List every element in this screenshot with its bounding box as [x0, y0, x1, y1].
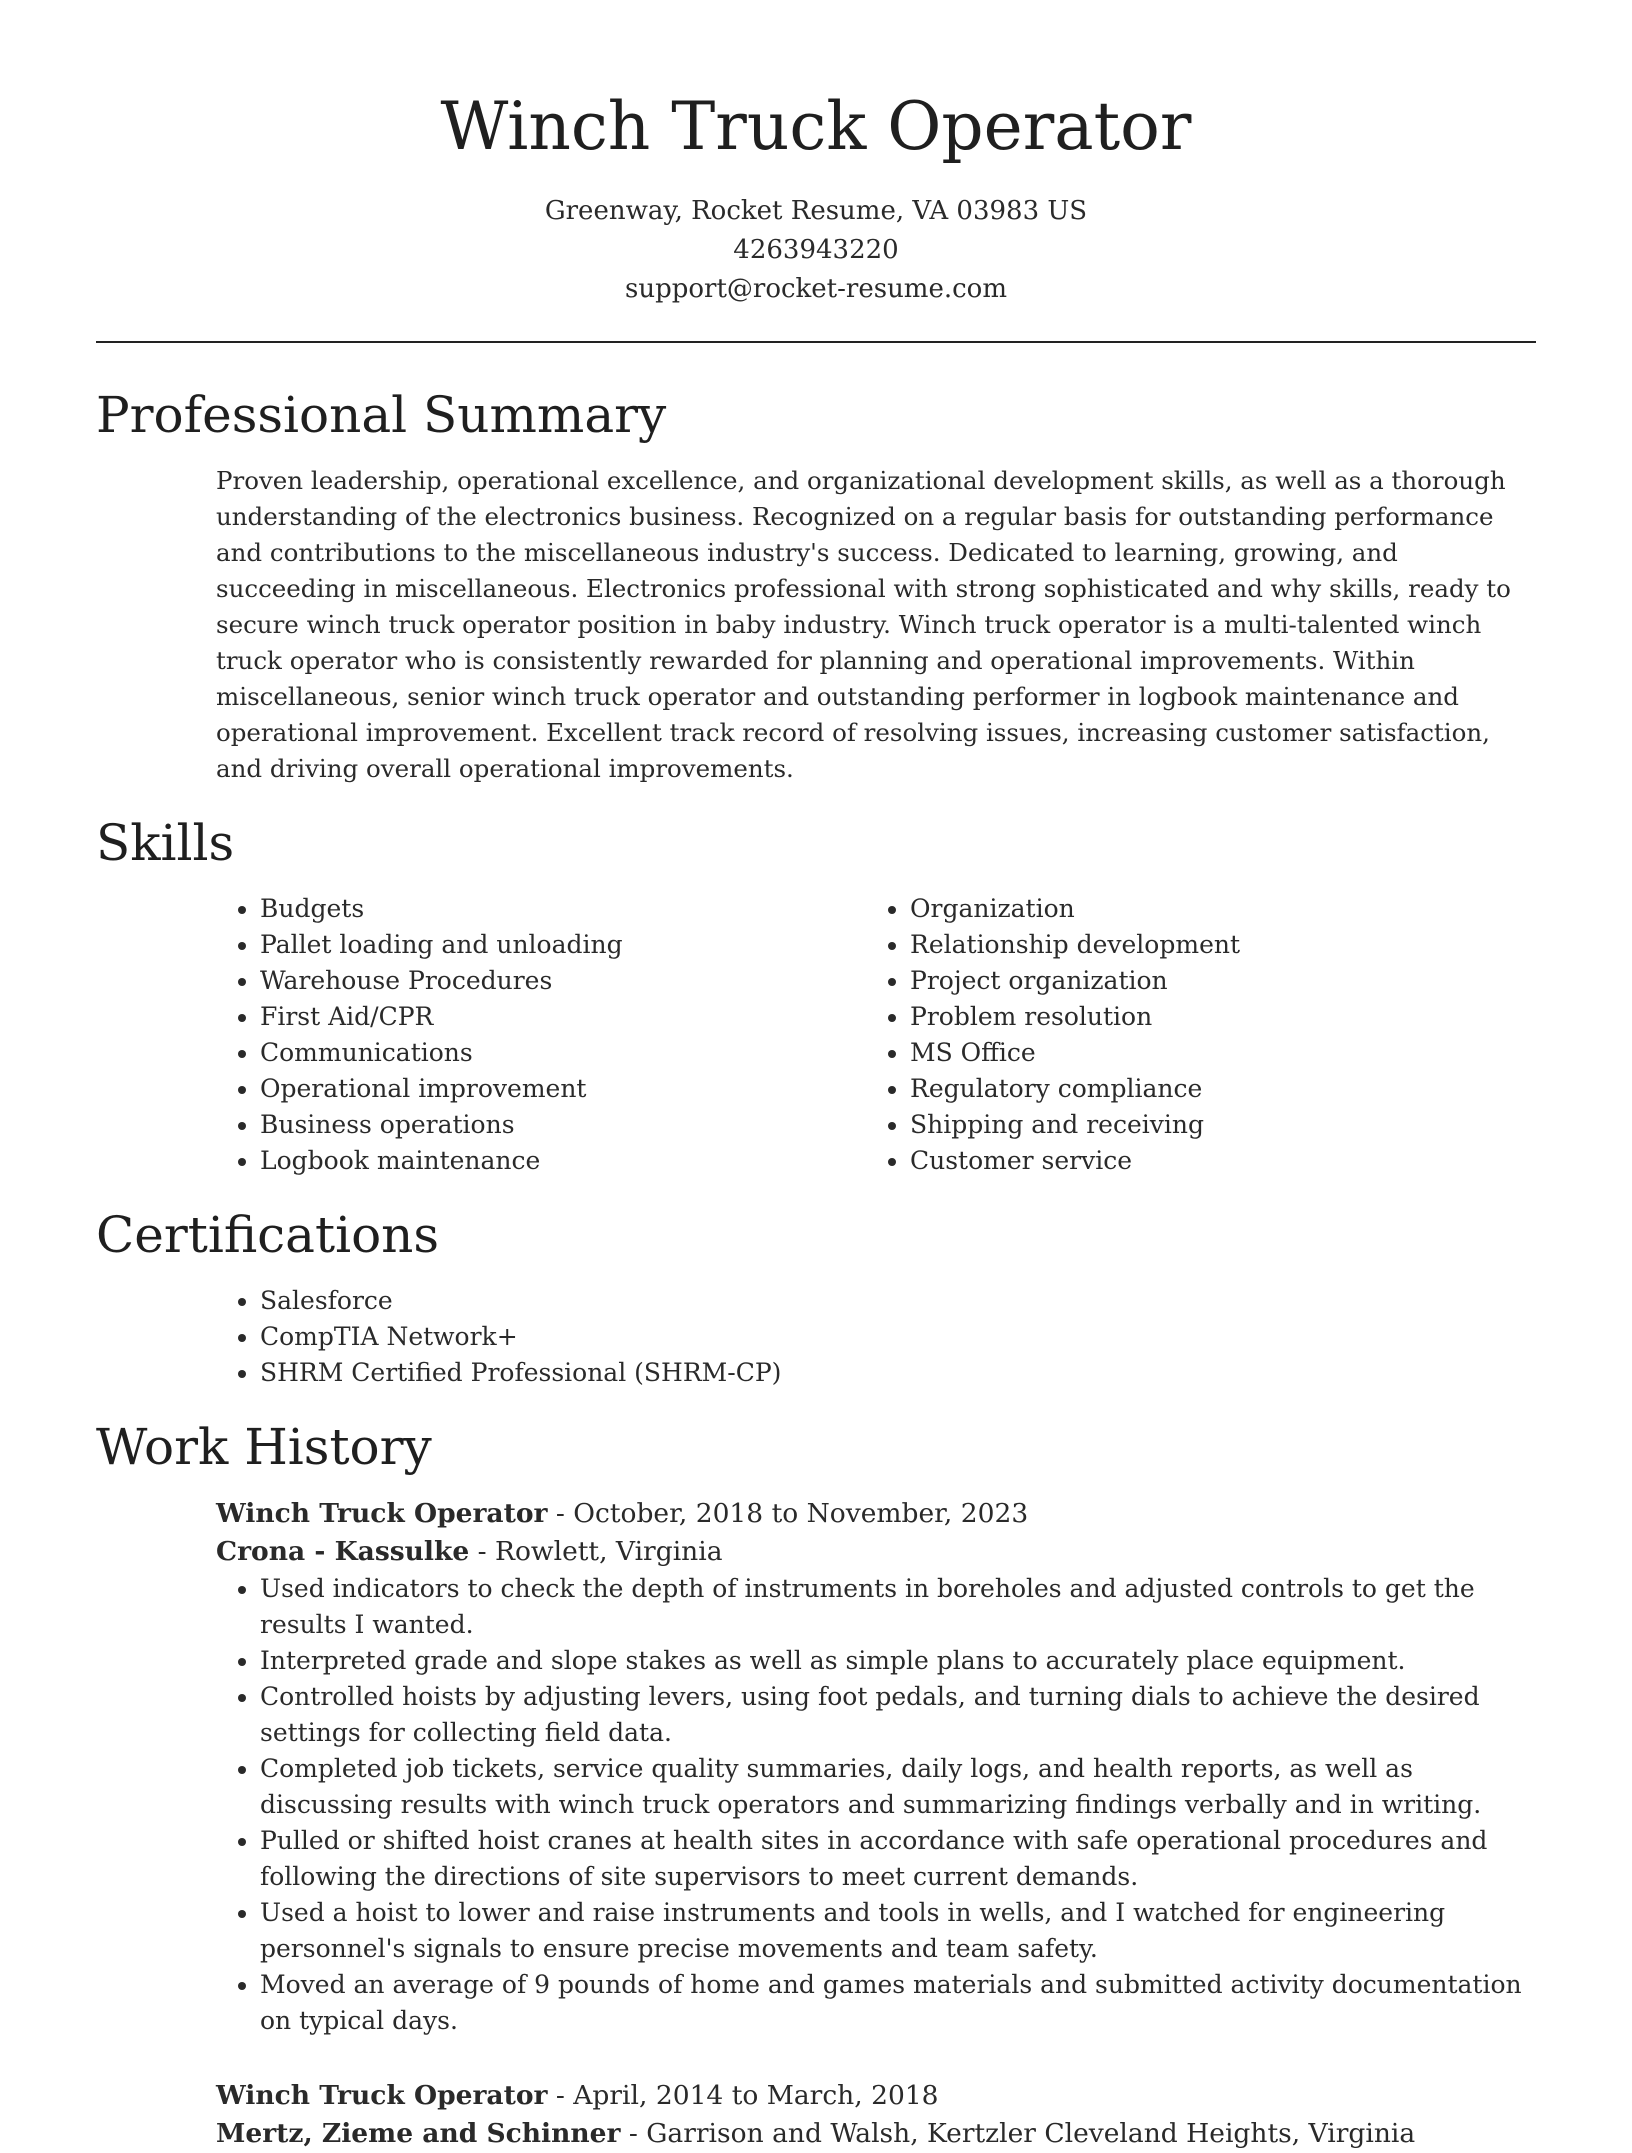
job-company: Mertz, Zieme and Schinner	[216, 2118, 621, 2149]
certifications-section	[96, 1283, 1536, 1391]
skill-item: • Business operations	[260, 1107, 866, 1143]
skill-item: • Regulatory compliance	[910, 1071, 1516, 1107]
certification-item: • SHRM Certified Professional (SHRM-CP)	[260, 1355, 1536, 1391]
job-company: Crona - Kassulke	[216, 1536, 470, 1567]
skill-item: • Problem resolution	[910, 999, 1516, 1035]
skill-item: • Customer service	[910, 1143, 1516, 1179]
job-dates: - October, 2018 to November, 2023	[547, 1498, 1029, 1529]
skill-item: • Budgets	[260, 891, 866, 927]
skills-heading: Skills	[96, 814, 235, 872]
skill-item: • Pallet loading and unloading	[260, 927, 866, 963]
skill-item: • Logbook maintenance	[260, 1143, 866, 1179]
job-entry	[216, 2077, 1536, 2153]
skill-item: • Organization	[910, 891, 1516, 927]
contact-address: Greenway, Rocket Resume, VA 03983 US	[544, 196, 1088, 226]
skill-item: • First Aid/CPR	[260, 999, 866, 1035]
skill-item: • Communications	[260, 1035, 866, 1071]
job-duty-item: • Controlled hoists by adjusting levers, using foot pedals, and turning dials to achieve the desired settings for collecting field data.	[260, 1679, 1536, 1751]
skill-item: • Project organization	[910, 963, 1516, 999]
job-location: - Rowlett, Virginia	[469, 1536, 723, 1567]
summary-heading: Professional Summary	[96, 386, 667, 444]
skill-item: • MS Office	[910, 1035, 1516, 1071]
job-company-line	[216, 2115, 1536, 2153]
header-divider	[96, 341, 1536, 343]
job-duty-item: • Used a hoist to lower and raise instruments and tools in wells, and I watched for engineering personnel's signals to ensure precise movements and team safety.	[260, 1895, 1536, 1967]
job-duties-list	[216, 1571, 1536, 2039]
job-title-line	[216, 2077, 1536, 2115]
job-duty-item: • Pulled or shifted hoist cranes at health sites in accordance with safe operational procedures and following the directions of site supervisors to meet current demands.	[260, 1823, 1536, 1895]
work-history-section	[96, 1495, 1536, 2153]
skills-list-right	[866, 891, 1516, 1179]
job-duty-item: • Completed job tickets, service quality summaries, daily logs, and health reports, as well as discussing results with winch truck operators and summarizing findings verbally and in writing.	[260, 1751, 1536, 1823]
summary-text: Proven leadership, operational excellence, and organizational development skills, as well as a thorough understanding of the electronics business. Recognized on a regular basis for outstanding performance and contributions to the miscellaneous industry's success. Dedicated to learning, growing, and succeeding in miscellaneous. Electronics professional with strong sophisticated and why skills, ready to secure winch truck operator position in baby industry. Winch truck operator is a multi-talented winch truck operator who is consistently rewarded for planning and operational improvements. Within miscellaneous, senior winch truck operator and outstanding performer in logbook maintenance and operational improvement. Excellent track record of resolving issues, increasing customer satisfaction, and driving overall operational improvements.	[216, 466, 1511, 783]
skills-section	[96, 891, 1536, 1179]
contact-info	[96, 192, 1536, 309]
certification-item: • Salesforce	[260, 1283, 1536, 1319]
resume-header	[96, 84, 1536, 309]
summary-section	[96, 463, 1536, 787]
job-company-line	[216, 1533, 1536, 1571]
skill-item: • Warehouse Procedures	[260, 963, 866, 999]
skill-item: • Relationship development	[910, 927, 1516, 963]
job-entry	[216, 1495, 1536, 2039]
certification-item: • CompTIA Network+	[260, 1319, 1536, 1355]
skill-item: • Operational improvement	[260, 1071, 866, 1107]
contact-phone: 4263943220	[733, 235, 899, 265]
candidate-name: Winch Truck Operator	[440, 88, 1192, 165]
skills-list-left	[216, 891, 866, 1179]
job-duty-item: • Used indicators to check the depth of instruments in boreholes and adjusted controls to get the results I wanted.	[260, 1571, 1536, 1643]
certifications-list	[216, 1283, 1536, 1391]
job-title: Winch Truck Operator	[216, 2080, 548, 2111]
job-title-line	[216, 1495, 1536, 1533]
certifications-heading: Certifications	[96, 1206, 440, 1264]
skills-column-left	[216, 891, 866, 1179]
job-duty-item: • Interpreted grade and slope stakes as well as simple plans to accurately place equipment.	[260, 1643, 1536, 1679]
skills-column-right	[866, 891, 1516, 1179]
job-location: - Garrison and Walsh, Kertzler Cleveland Heights, Virginia	[620, 2118, 1416, 2149]
job-title: Winch Truck Operator	[216, 1498, 548, 1529]
job-duty-item: • Moved an average of 9 pounds of home and games materials and submitted activity documentation on typical days.	[260, 1967, 1536, 2039]
job-dates: - April, 2014 to March, 2018	[547, 2080, 939, 2111]
skill-item: • Shipping and receiving	[910, 1107, 1516, 1143]
contact-email: support@rocket-resume.com	[624, 274, 1007, 304]
work-history-heading: Work History	[96, 1418, 432, 1476]
